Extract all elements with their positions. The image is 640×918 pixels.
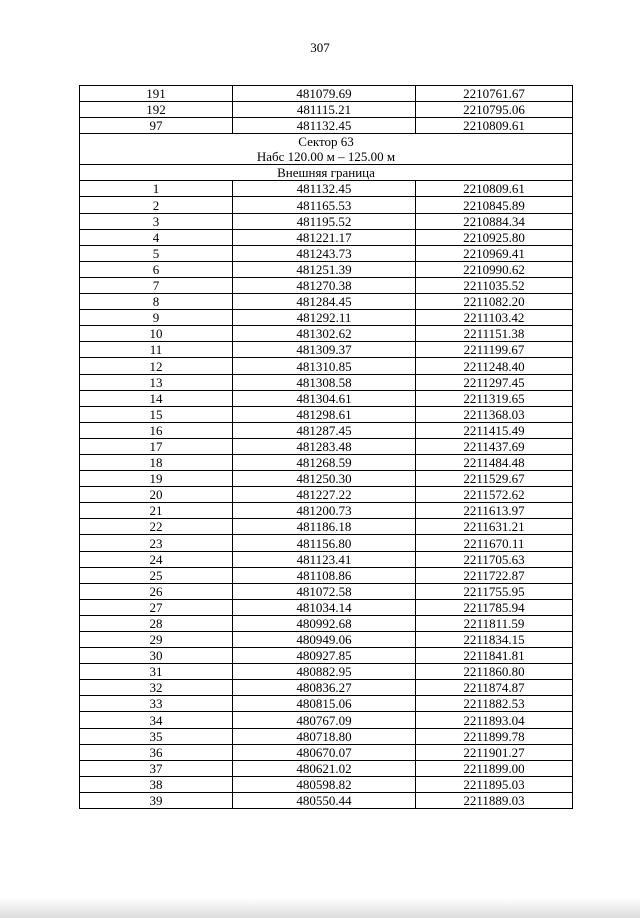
point-number-cell: 6	[80, 261, 233, 277]
x-coordinate-cell: 481292.11	[233, 310, 416, 326]
y-coordinate-cell: 2211613.97	[416, 503, 573, 519]
point-number-cell: 23	[80, 535, 233, 551]
section-title: Сектор 63	[298, 134, 354, 150]
x-coordinate-cell: 481243.73	[233, 245, 416, 261]
y-coordinate-cell: 2211151.38	[416, 326, 573, 342]
table-row	[80, 567, 573, 583]
y-coordinate-cell: 2210925.80	[416, 229, 573, 245]
x-coordinate-cell: 481165.53	[233, 197, 416, 213]
table-row	[80, 326, 573, 342]
point-number-cell: 35	[80, 728, 233, 744]
y-coordinate-cell: 2211319.65	[416, 390, 573, 406]
x-coordinate-cell: 481283.48	[233, 438, 416, 454]
x-coordinate-cell: 481250.30	[233, 471, 416, 487]
y-coordinate-cell: 2211529.67	[416, 471, 573, 487]
point-number-cell: 34	[80, 712, 233, 728]
x-coordinate-cell: 480621.02	[233, 760, 416, 776]
point-number-cell: 2	[80, 197, 233, 213]
point-number-cell: 26	[80, 583, 233, 599]
x-coordinate-cell: 481108.86	[233, 567, 416, 583]
point-number-cell: 17	[80, 438, 233, 454]
y-coordinate-cell: 2211882.53	[416, 696, 573, 712]
table-row	[80, 294, 573, 310]
section-title-row	[80, 134, 573, 165]
point-number-cell: 18	[80, 454, 233, 470]
point-number-cell: 97	[80, 118, 233, 134]
x-coordinate-cell: 480718.80	[233, 728, 416, 744]
x-coordinate-cell: 480598.82	[233, 776, 416, 792]
y-coordinate-cell: 2211893.04	[416, 712, 573, 728]
x-coordinate-cell: 480815.06	[233, 696, 416, 712]
y-coordinate-cell: 2211035.52	[416, 277, 573, 293]
x-coordinate-cell: 481298.61	[233, 406, 416, 422]
table-row	[80, 422, 573, 438]
page-number: 307	[310, 40, 330, 55]
point-number-cell: 38	[80, 776, 233, 792]
point-number-cell: 29	[80, 632, 233, 648]
y-coordinate-cell: 2211103.42	[416, 310, 573, 326]
point-number-cell: 12	[80, 358, 233, 374]
point-number-cell: 5	[80, 245, 233, 261]
x-coordinate-cell: 481227.22	[233, 487, 416, 503]
x-coordinate-cell: 481268.59	[233, 454, 416, 470]
y-coordinate-cell: 2210809.61	[416, 181, 573, 197]
y-coordinate-cell: 2211834.15	[416, 632, 573, 648]
point-number-cell: 3	[80, 213, 233, 229]
table-row	[80, 181, 573, 197]
point-number-cell: 13	[80, 374, 233, 390]
x-coordinate-cell: 481221.17	[233, 229, 416, 245]
table-row	[80, 760, 573, 776]
point-number-cell: 39	[80, 792, 233, 808]
point-number-cell: 30	[80, 648, 233, 664]
point-number-cell: 20	[80, 487, 233, 503]
x-coordinate-cell: 481186.18	[233, 519, 416, 535]
y-coordinate-cell: 2211572.62	[416, 487, 573, 503]
x-coordinate-cell: 481270.38	[233, 277, 416, 293]
table-row	[80, 390, 573, 406]
table-row	[80, 358, 573, 374]
x-coordinate-cell: 481072.58	[233, 583, 416, 599]
point-number-cell: 14	[80, 390, 233, 406]
table-row	[80, 438, 573, 454]
y-coordinate-cell: 2210845.89	[416, 197, 573, 213]
table-row	[80, 680, 573, 696]
table-row	[80, 261, 573, 277]
table-row	[80, 374, 573, 390]
y-coordinate-cell: 2211199.67	[416, 342, 573, 358]
y-coordinate-cell: 2211484.48	[416, 454, 573, 470]
table-row	[80, 213, 573, 229]
table-row	[80, 406, 573, 422]
y-coordinate-cell: 2211889.03	[416, 792, 573, 808]
x-coordinate-cell: 481195.52	[233, 213, 416, 229]
y-coordinate-cell: 2210990.62	[416, 261, 573, 277]
x-coordinate-cell: 481132.45	[233, 118, 416, 134]
y-coordinate-cell: 2211297.45	[416, 374, 573, 390]
y-coordinate-cell: 2211811.59	[416, 615, 573, 631]
point-number-cell: 27	[80, 599, 233, 615]
point-number-cell: 11	[80, 342, 233, 358]
y-coordinate-cell: 2211705.63	[416, 551, 573, 567]
table-row	[80, 86, 573, 102]
table-row	[80, 487, 573, 503]
y-coordinate-cell: 2211248.40	[416, 358, 573, 374]
x-coordinate-cell: 481115.21	[233, 102, 416, 118]
point-number-cell: 191	[80, 86, 233, 102]
table-row	[80, 277, 573, 293]
y-coordinate-cell: 2211082.20	[416, 294, 573, 310]
point-number-cell: 37	[80, 760, 233, 776]
point-number-cell: 192	[80, 102, 233, 118]
table-row	[80, 519, 573, 535]
x-coordinate-cell: 481034.14	[233, 599, 416, 615]
x-coordinate-cell: 481156.80	[233, 535, 416, 551]
x-coordinate-cell: 480992.68	[233, 615, 416, 631]
table-row	[80, 535, 573, 551]
point-number-cell: 21	[80, 503, 233, 519]
point-number-cell: 15	[80, 406, 233, 422]
y-coordinate-cell: 2211841.81	[416, 648, 573, 664]
x-coordinate-cell: 481079.69	[233, 86, 416, 102]
table-row	[80, 648, 573, 664]
x-coordinate-cell: 481310.85	[233, 358, 416, 374]
table-row	[80, 310, 573, 326]
table-row	[80, 664, 573, 680]
section-height-range: Набс 120.00 м – 125.00 м	[256, 149, 396, 165]
point-number-cell: 25	[80, 567, 233, 583]
point-number-cell: 36	[80, 744, 233, 760]
table-row	[80, 118, 573, 134]
table-row	[80, 744, 573, 760]
x-coordinate-cell: 481302.62	[233, 326, 416, 342]
x-coordinate-cell: 481304.61	[233, 390, 416, 406]
table-row	[80, 776, 573, 792]
section-subtitle-row	[80, 165, 573, 181]
x-coordinate-cell: 481309.37	[233, 342, 416, 358]
coordinates-table	[79, 85, 573, 809]
y-coordinate-cell: 2210795.06	[416, 102, 573, 118]
y-coordinate-cell: 2211899.78	[416, 728, 573, 744]
table-row	[80, 471, 573, 487]
point-number-cell: 22	[80, 519, 233, 535]
y-coordinate-cell: 2211899.00	[416, 760, 573, 776]
table-row	[80, 102, 573, 118]
table-row	[80, 454, 573, 470]
y-coordinate-cell: 2211895.03	[416, 776, 573, 792]
table-row	[80, 632, 573, 648]
table-row	[80, 792, 573, 808]
point-number-cell: 24	[80, 551, 233, 567]
x-coordinate-cell: 481123.41	[233, 551, 416, 567]
point-number-cell: 9	[80, 310, 233, 326]
y-coordinate-cell: 2211368.03	[416, 406, 573, 422]
table-row	[80, 712, 573, 728]
y-coordinate-cell: 2211670.11	[416, 535, 573, 551]
previous-section-rows	[80, 86, 573, 134]
section-header	[80, 134, 573, 181]
table-row	[80, 696, 573, 712]
x-coordinate-cell: 481287.45	[233, 422, 416, 438]
point-number-cell: 32	[80, 680, 233, 696]
table-row	[80, 229, 573, 245]
y-coordinate-cell: 2210884.34	[416, 213, 573, 229]
y-coordinate-cell: 2211755.95	[416, 583, 573, 599]
x-coordinate-cell: 481200.73	[233, 503, 416, 519]
x-coordinate-cell: 480836.27	[233, 680, 416, 696]
section-title-cell	[80, 134, 573, 165]
x-coordinate-cell: 480882.95	[233, 664, 416, 680]
point-number-cell: 7	[80, 277, 233, 293]
y-coordinate-cell: 2211874.87	[416, 680, 573, 696]
y-coordinate-cell: 2211860.80	[416, 664, 573, 680]
point-number-cell: 16	[80, 422, 233, 438]
section-subtitle: Внешняя граница	[80, 165, 573, 181]
y-coordinate-cell: 2211437.69	[416, 438, 573, 454]
point-number-cell: 19	[80, 471, 233, 487]
y-coordinate-cell: 2210969.41	[416, 245, 573, 261]
table-row	[80, 615, 573, 631]
y-coordinate-cell: 2211415.49	[416, 422, 573, 438]
point-number-cell: 4	[80, 229, 233, 245]
x-coordinate-cell: 480949.06	[233, 632, 416, 648]
x-coordinate-cell: 481132.45	[233, 181, 416, 197]
table-row	[80, 342, 573, 358]
x-coordinate-cell: 480670.07	[233, 744, 416, 760]
table-row	[80, 197, 573, 213]
x-coordinate-cell: 481251.39	[233, 261, 416, 277]
x-coordinate-cell: 480927.85	[233, 648, 416, 664]
y-coordinate-cell: 2211631.21	[416, 519, 573, 535]
y-coordinate-cell: 2210809.61	[416, 118, 573, 134]
x-coordinate-cell: 481284.45	[233, 294, 416, 310]
y-coordinate-cell: 2211722.87	[416, 567, 573, 583]
y-coordinate-cell: 2210761.67	[416, 86, 573, 102]
point-number-cell: 31	[80, 664, 233, 680]
point-number-cell: 8	[80, 294, 233, 310]
point-number-cell: 10	[80, 326, 233, 342]
table-row	[80, 245, 573, 261]
x-coordinate-cell: 480550.44	[233, 792, 416, 808]
point-number-cell: 28	[80, 615, 233, 631]
point-number-cell: 33	[80, 696, 233, 712]
scan-bottom-edge	[0, 898, 640, 918]
section-rows	[80, 181, 573, 809]
point-number-cell: 1	[80, 181, 233, 197]
table-row	[80, 551, 573, 567]
table-row	[80, 599, 573, 615]
table-row	[80, 728, 573, 744]
table-row	[80, 503, 573, 519]
y-coordinate-cell: 2211785.94	[416, 599, 573, 615]
x-coordinate-cell: 480767.09	[233, 712, 416, 728]
table-row	[80, 583, 573, 599]
y-coordinate-cell: 2211901.27	[416, 744, 573, 760]
x-coordinate-cell: 481308.58	[233, 374, 416, 390]
